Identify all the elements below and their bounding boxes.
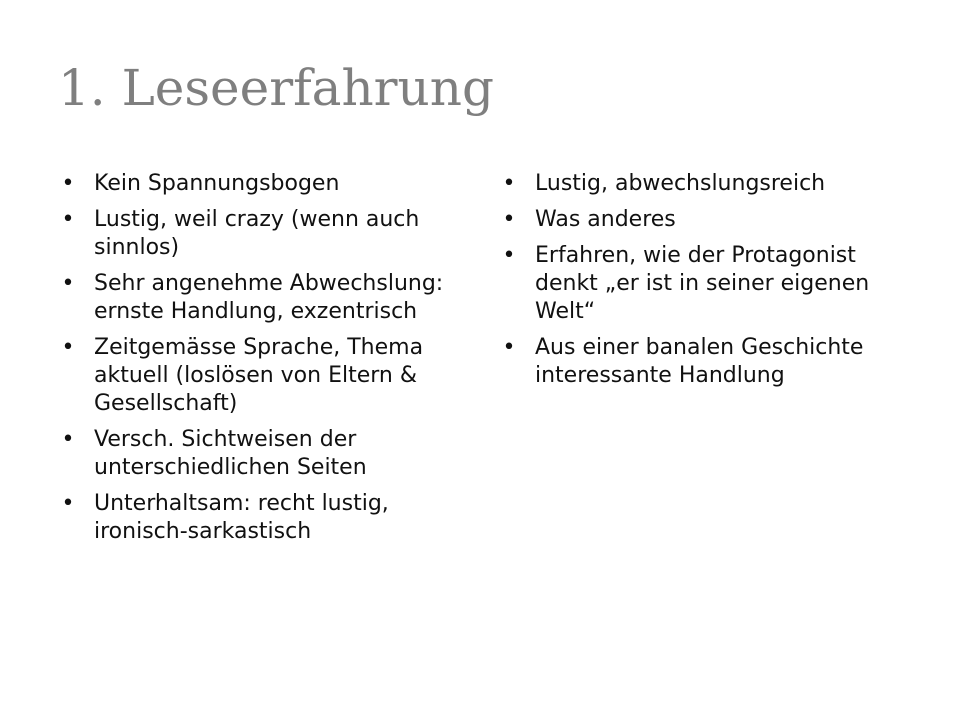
- bullet-icon: •: [502, 243, 516, 268]
- list-item: [58, 334, 464, 418]
- bullet-icon: •: [502, 335, 516, 360]
- list-item-text: Versch. Sichtweisen der unterschiedlichen Seiten: [94, 427, 367, 480]
- list-item: [499, 170, 899, 198]
- list-item-text: Was anderes: [535, 207, 676, 232]
- bullet-icon: •: [61, 491, 75, 516]
- list-item: [499, 334, 899, 390]
- list-item-text: Zeitgemässe Sprache, Thema aktuell (loslösen von Eltern & Gesellschaft): [94, 335, 424, 416]
- bullet-icon: •: [61, 427, 75, 452]
- list-item-text: Kein Spannungsbogen: [94, 171, 340, 196]
- list-item-text: Aus einer banalen Geschichte interessante Handlung: [535, 335, 864, 388]
- list-item-text: Erfahren, wie der Protagonist denkt „er ist in seiner eigenen Welt“: [535, 243, 870, 324]
- list-item: [58, 206, 464, 262]
- list-item-text: Sehr angenehme Abwechslung: ernste Handlung, exzentrisch: [94, 271, 444, 324]
- left-bullet-list: [58, 170, 464, 554]
- list-item-text: Unterhaltsam: recht lustig, ironisch-sarkastisch: [94, 491, 389, 544]
- bullet-icon: •: [61, 171, 75, 196]
- bullet-icon: •: [61, 335, 75, 360]
- list-item: [58, 170, 464, 198]
- slide-title: 1. Leseerfahrung: [58, 59, 494, 117]
- list-item: [499, 206, 899, 234]
- bullet-icon: •: [61, 271, 75, 296]
- list-item: [58, 490, 464, 546]
- list-item: [499, 242, 899, 326]
- list-item-text: Lustig, abwechslungsreich: [535, 171, 826, 196]
- list-item-text: Lustig, weil crazy (wenn auch sinnlos): [94, 207, 420, 260]
- list-item: [58, 270, 464, 326]
- right-bullet-list: [499, 170, 899, 398]
- list-item: [58, 426, 464, 482]
- bullet-icon: •: [502, 207, 516, 232]
- bullet-icon: •: [61, 207, 75, 232]
- bullet-icon: •: [502, 171, 516, 196]
